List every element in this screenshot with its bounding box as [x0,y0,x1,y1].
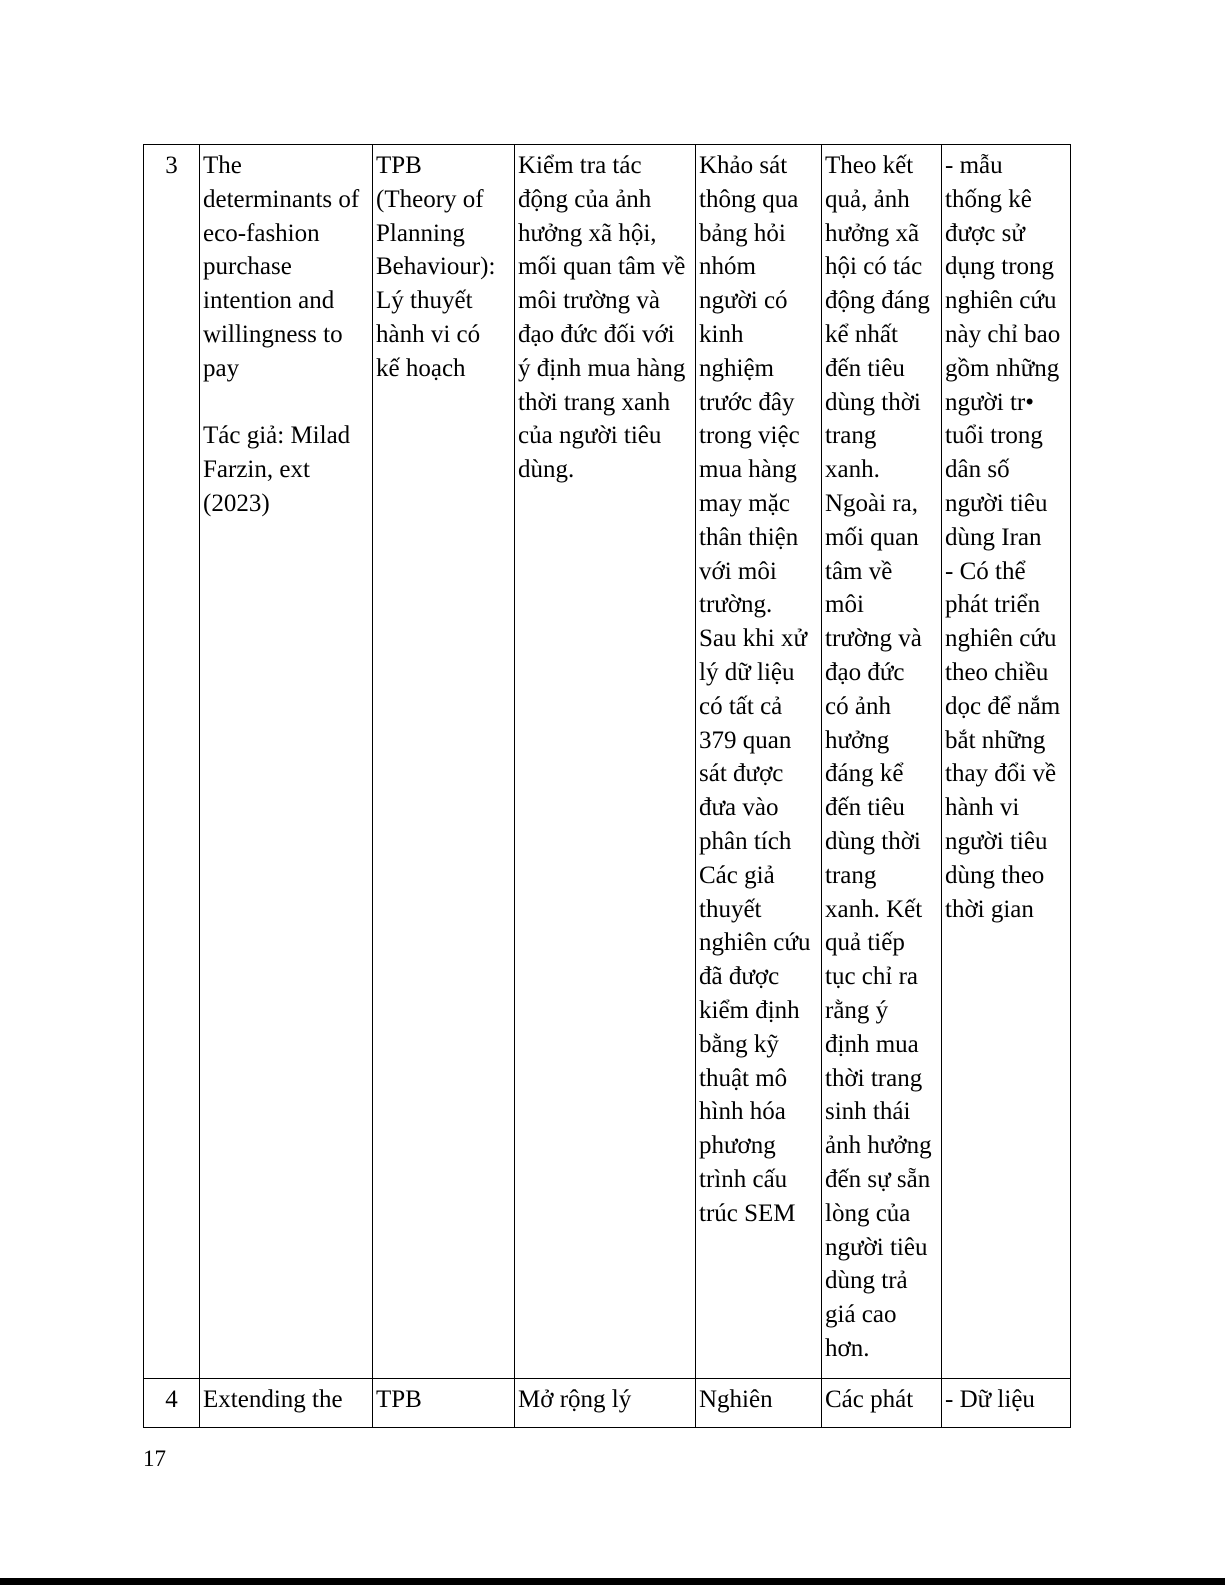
page-bottom-border [0,1578,1225,1585]
theory-cell: TPB [373,1379,515,1428]
results-cell: Các phát [822,1379,942,1428]
table-row [144,145,1071,1379]
table-row [144,1379,1071,1428]
limitations-cell: - mẫu thống kê được sử dụng trong nghiên cứu này chỉ bao gồm những người tr• tuổi trong dân số người tiêu dùng Iran - Có thể phát triển nghiên cứu theo chiều dọc để nắm bắt những thay đổi về hành vi người tiêu dùng theo thời gian [942,145,1071,1379]
method-cell: Nghiên [696,1379,822,1428]
theory-cell: TPB (Theory of Planning Behaviour): Lý thuyết hành vi có kế hoạch [373,145,515,1379]
limitations-cell: - Dữ liệu [942,1379,1071,1428]
row-number: 3 [144,145,200,1379]
study-title-author: Extending the [200,1379,373,1428]
study-title-author: The determinants of eco-fashion purchase intention and willingness to pay Tác giả: Milad Farzin, ext (2023) [200,145,373,1379]
page-number: 17 [143,1446,166,1471]
objective-cell: Kiểm tra tác động của ảnh hưởng xã hội, mối quan tâm về môi trường và đạo đức đối với ý định mua hàng thời trang xanh của người tiêu dùng. [515,145,696,1379]
results-cell: Theo kết quả, ảnh hưởng xã hội có tác động đáng kể nhất đến tiêu dùng thời trang xanh. Ngoài ra, mối quan tâm về môi trường và đạo đức có ảnh hưởng đáng kể đến tiêu dùng thời trang xanh. Kết quả tiếp tục chỉ ra rằng ý định mua thời trang sinh thái ảnh hưởng đến sự sẵn lòng của người tiêu dùng trả giá cao hơn. [822,145,942,1379]
objective-cell: Mở rộng lý [515,1379,696,1428]
row-number: 4 [144,1379,200,1428]
method-cell: Khảo sát thông qua bảng hỏi nhóm người có kinh nghiệm trước đây trong việc mua hàng may mặc thân thiện với môi trường. Sau khi xử lý dữ liệu có tất cả 379 quan sát được đưa vào phân tích Các giả thuyết nghiên cứu đã được kiểm định bằng kỹ thuật mô hình hóa phương trình cấu trúc SEM [696,145,822,1379]
literature-review-table [143,144,1071,1428]
